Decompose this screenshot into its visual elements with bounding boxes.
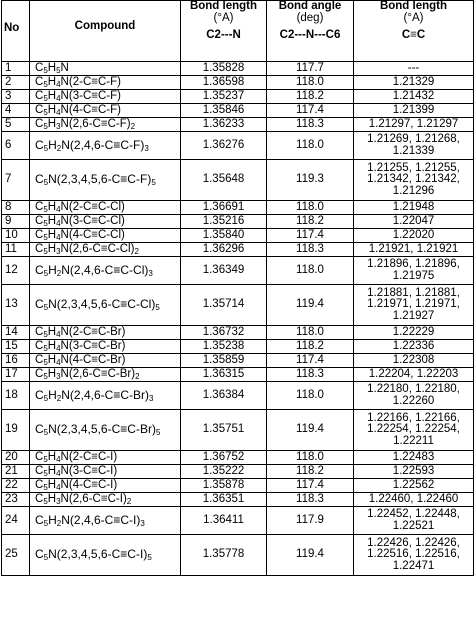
table-row [2,326,474,340]
cell-compound: $C_5H_4N(3-C\equiv C-Br)$ [30,340,181,354]
cell-compound: $C_5N(2,3,4,5,6-C\equiv C-Br)_5$ [30,410,181,451]
cell-bond-length: 1.36411 [181,507,267,535]
cell-bond-length: 1.36315 [181,368,267,382]
table-row [2,62,474,76]
header-compound: Compound [30,1,181,62]
cell-no: 2 [2,76,30,90]
cell-bond-angle: 119.4 [267,535,354,576]
cell-compound: $C_5H_5N$ [30,62,181,76]
cell-bond-angle: 119.4 [267,285,354,326]
table-row [2,132,474,160]
table-row [2,465,474,479]
cell-cc-bond-length: 1.21399 [354,104,474,118]
cell-no: 22 [2,479,30,493]
table-row [2,479,474,493]
cell-bond-angle: 118.3 [267,118,354,132]
cell-compound: $C_5H_3N(2,6-C\equiv C-F)_2$ [30,118,181,132]
cell-bond-length: 1.35846 [181,104,267,118]
header-bond-angle-unit: (deg) [296,11,324,24]
header-bond-angle-title: Bond angle [278,0,342,12]
cell-compound: $C_5H_4N(4-C\equiv C-I)$ [30,479,181,493]
cell-cc-bond-length: 1.22308 [354,354,474,368]
cell-no: 23 [2,493,30,507]
header-bond-length-1-unit: (°A) [213,11,234,24]
cell-no: 5 [2,118,30,132]
cell-compound: $C_5H_2N(2,4,6-C\equiv C-Br)_3$ [30,382,181,410]
table-body [2,62,474,576]
cell-bond-length: 1.35778 [181,535,267,576]
cell-compound: $C_5H_3N(2,6-C\equiv C-Cl)_2$ [30,243,181,257]
header-bond-length-2-sub: C≡C [401,29,426,42]
cell-no: 4 [2,104,30,118]
table-row [2,160,474,201]
header-bond-angle-sub: C2---N---C6 [279,29,341,42]
cell-bond-angle: 118.3 [267,243,354,257]
cell-compound: $C_5H_4N(3-C\equiv C-F)$ [30,90,181,104]
cell-no: 16 [2,354,30,368]
cell-bond-angle: 118.2 [267,90,354,104]
cell-bond-angle: 118.0 [267,201,354,215]
cell-bond-length: 1.36732 [181,326,267,340]
cell-no: 24 [2,507,30,535]
cell-compound: $C_5H_4N(3-C\equiv C-Cl)$ [30,215,181,229]
table-row [2,229,474,243]
cell-bond-length: 1.35751 [181,410,267,451]
table-row [2,285,474,326]
cell-compound: $C_5H_4N(2-C\equiv C-I)$ [30,451,181,465]
table-row [2,535,474,576]
cell-bond-angle: 119.3 [267,160,354,201]
cell-no: 25 [2,535,30,576]
cell-bond-angle: 118.0 [267,76,354,90]
cell-cc-bond-length: 1.22336 [354,340,474,354]
cell-bond-angle: 118.0 [267,326,354,340]
header-no: No [2,1,30,62]
cell-cc-bond-length: 1.22426, 1.22426, 1.22516, 1.22516, 1.22471 [354,535,474,576]
cell-no: 12 [2,257,30,285]
cell-bond-length: 1.35238 [181,340,267,354]
cell-bond-length: 1.35828 [181,62,267,76]
cell-bond-angle: 118.0 [267,132,354,160]
table-row [2,410,474,451]
cell-compound: $C_5H_3N(2,6-C\equiv C-Br)_2$ [30,368,181,382]
cell-bond-angle: 119.4 [267,410,354,451]
cell-no: 9 [2,215,30,229]
header-row [2,1,474,62]
cell-bond-length: 1.36351 [181,493,267,507]
cell-bond-length: 1.36276 [181,132,267,160]
cell-cc-bond-length: 1.22180, 1.22180, 1.22260 [354,382,474,410]
table-row [2,493,474,507]
cell-compound: $C_5H_4N(4-C\equiv C-F)$ [30,104,181,118]
cell-bond-length: 1.36349 [181,257,267,285]
cell-bond-angle: 118.2 [267,465,354,479]
header-bond-length-2-unit: (°A) [403,11,424,24]
cell-bond-angle: 117.7 [267,62,354,76]
cell-bond-angle: 118.2 [267,340,354,354]
cell-bond-angle: 117.4 [267,229,354,243]
cell-bond-length: 1.35648 [181,160,267,201]
cell-compound: $C_5H_2N(2,4,6-C\equiv C-I)_3$ [30,507,181,535]
table-row [2,90,474,104]
cell-no: 14 [2,326,30,340]
cell-no: 1 [2,62,30,76]
cell-cc-bond-length: 1.22483 [354,451,474,465]
cell-cc-bond-length: 1.22593 [354,465,474,479]
cell-bond-length: 1.36233 [181,118,267,132]
cell-compound: $C_5N(2,3,4,5,6-C\equiv C-Cl)_5$ [30,285,181,326]
cell-bond-length: 1.36752 [181,451,267,465]
cell-bond-angle: 118.0 [267,451,354,465]
cell-bond-length: 1.35714 [181,285,267,326]
cell-bond-angle: 118.0 [267,382,354,410]
compound-table [1,0,474,576]
table-row [2,76,474,90]
cell-no: 13 [2,285,30,326]
header-bond-length-1-sub: C2---N [206,29,241,42]
cell-bond-length: 1.35216 [181,215,267,229]
cell-bond-angle: 117.4 [267,354,354,368]
header-bond-length-2 [354,1,474,62]
cell-cc-bond-length: 1.21297, 1.21297 [354,118,474,132]
header-bond-length-1-title: Bond length [189,0,258,12]
table-row [2,507,474,535]
header-bond-length-2-title: Bond length [379,0,448,12]
cell-cc-bond-length: 1.22020 [354,229,474,243]
cell-compound: $C_5H_4N(2-C\equiv C-Br)$ [30,326,181,340]
table-row [2,368,474,382]
cell-no: 18 [2,382,30,410]
cell-bond-length: 1.36384 [181,382,267,410]
cell-cc-bond-length: 1.21269, 1.21268, 1.21339 [354,132,474,160]
cell-compound: $C_5H_4N(2-C\equiv C-F)$ [30,76,181,90]
table-row [2,257,474,285]
cell-compound: $C_5H_2N(2,4,6-C\equiv C-F)_3$ [30,132,181,160]
cell-compound: $C_5H_2N(2,4,6-C\equiv C-Cl)_3$ [30,257,181,285]
cell-no: 6 [2,132,30,160]
cell-compound: $C_5N(2,3,4,5,6-C\equiv C-F)_5$ [30,160,181,201]
cell-cc-bond-length: 1.22562 [354,479,474,493]
cell-cc-bond-length: 1.21255, 1.21255, 1.21342, 1.21342, 1.21296 [354,160,474,201]
cell-cc-bond-length: 1.21921, 1.21921 [354,243,474,257]
table-row [2,104,474,118]
cell-compound: $C_5H_4N(2-C\equiv C-Cl)$ [30,201,181,215]
cell-cc-bond-length: 1.21896, 1.21896, 1.21975 [354,257,474,285]
cell-bond-angle: 118.3 [267,493,354,507]
table-row [2,243,474,257]
cell-no: 15 [2,340,30,354]
cell-compound: $C_5H_3N(2,6-C\equiv C-I)_2$ [30,493,181,507]
cell-cc-bond-length: 1.22229 [354,326,474,340]
cell-cc-bond-length: 1.21329 [354,76,474,90]
cell-bond-length: 1.35859 [181,354,267,368]
cell-bond-length: 1.35222 [181,465,267,479]
cell-cc-bond-length: 1.22452, 1.22448, 1.22521 [354,507,474,535]
cell-compound: $C_5N(2,3,4,5,6-C\equiv C-I)_5$ [30,535,181,576]
table-row [2,215,474,229]
cell-cc-bond-length: 1.21432 [354,90,474,104]
cell-cc-bond-length: 1.21881, 1.21881, 1.21971, 1.21971, 1.21927 [354,285,474,326]
cell-no: 17 [2,368,30,382]
cell-bond-length: 1.35878 [181,479,267,493]
cell-bond-angle: 117.9 [267,507,354,535]
cell-no: 21 [2,465,30,479]
table-row [2,382,474,410]
cell-bond-length: 1.36296 [181,243,267,257]
cell-bond-length: 1.35237 [181,90,267,104]
cell-no: 11 [2,243,30,257]
cell-no: 19 [2,410,30,451]
table-row [2,354,474,368]
cell-compound: $C_5H_4N(3-C\equiv C-I)$ [30,465,181,479]
cell-no: 3 [2,90,30,104]
cell-compound: $C_5H_4N(4-C\equiv C-Cl)$ [30,229,181,243]
table-row [2,118,474,132]
cell-cc-bond-length: 1.22460, 1.22460 [354,493,474,507]
cell-bond-length: 1.36691 [181,201,267,215]
header-bond-angle [267,1,354,62]
header-bond-length-1 [181,1,267,62]
cell-compound: $C_5H_4N(4-C\equiv C-Br)$ [30,354,181,368]
cell-cc-bond-length: --- [354,62,474,76]
cell-bond-angle: 118.3 [267,368,354,382]
cell-bond-angle: 117.4 [267,104,354,118]
table-row [2,451,474,465]
cell-bond-angle: 117.4 [267,479,354,493]
cell-no: 10 [2,229,30,243]
cell-bond-angle: 118.0 [267,257,354,285]
cell-no: 8 [2,201,30,215]
cell-cc-bond-length: 1.22166, 1.22166, 1.22254, 1.22254, 1.22211 [354,410,474,451]
cell-bond-length: 1.36598 [181,76,267,90]
table-row [2,340,474,354]
table-row [2,201,474,215]
cell-no: 20 [2,451,30,465]
cell-bond-length: 1.35840 [181,229,267,243]
cell-bond-angle: 118.2 [267,215,354,229]
cell-cc-bond-length: 1.21948 [354,201,474,215]
cell-no: 7 [2,160,30,201]
cell-cc-bond-length: 1.22204, 1.22203 [354,368,474,382]
cell-cc-bond-length: 1.22047 [354,215,474,229]
